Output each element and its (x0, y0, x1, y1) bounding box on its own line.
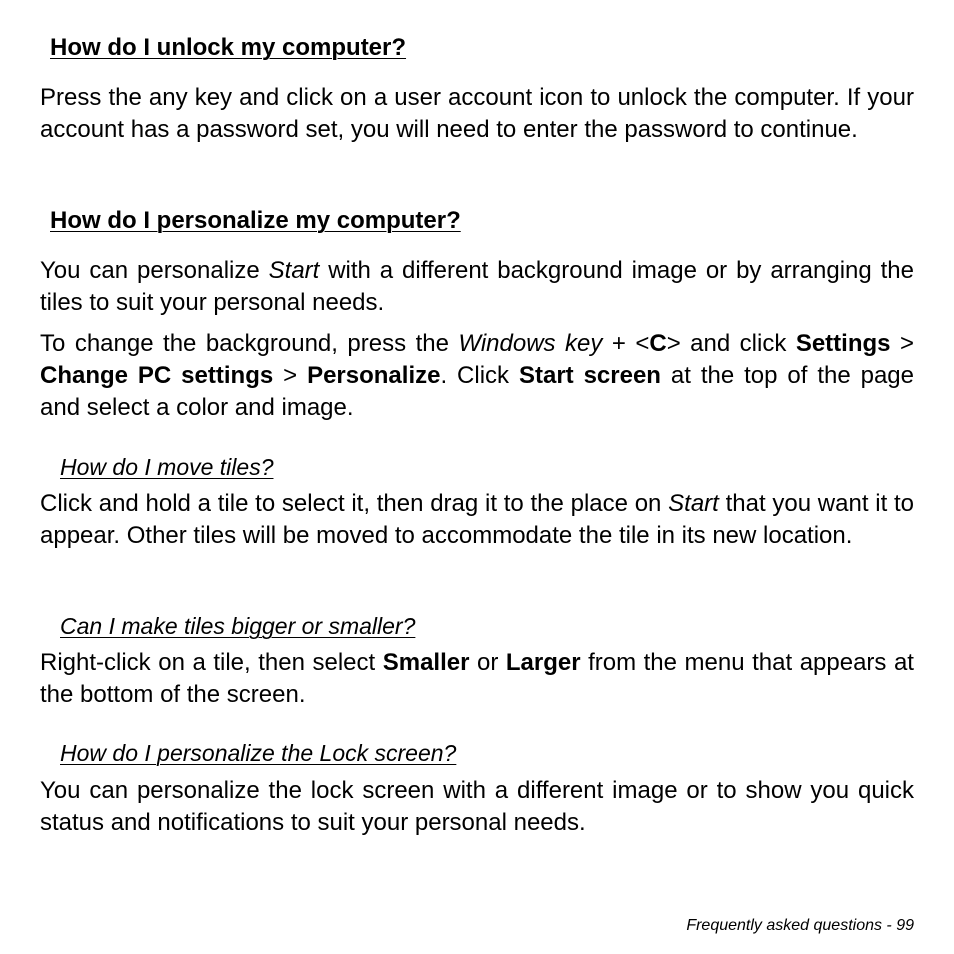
paragraph-lock-screen: You can personalize the lock screen with a different image or to show you quick status and notifications to suit your personal needs. (40, 777, 914, 836)
paragraph-move-tiles: Click and hold a tile to select it, then drag it to the place on Start that you want it to appear. Other tiles will be moved to accommodate the tile in its new location. (40, 490, 914, 549)
paragraph-tile-size: Right-click on a tile, then select Smaller or Larger from the menu that appears at the bottom of the screen. (40, 649, 914, 708)
heading-unlock: How do I unlock my computer? (50, 34, 407, 61)
subheading-tile-size: Can I make tiles bigger or smaller? (60, 613, 416, 639)
subheading-lock-screen: How do I personalize the Lock screen? (60, 740, 457, 766)
page-footer: Frequently asked questions - 99 (686, 917, 914, 934)
paragraph-personalize-2: To change the background, press the Windows key + <C> and click Settings > Change PC settings > Personalize. Click Start screen at the top of the page and select a color and image. (40, 330, 914, 421)
heading-personalize: How do I personalize my computer? (50, 207, 461, 234)
subheading-move-tiles: How do I move tiles? (60, 454, 274, 480)
paragraph-personalize-1: You can personalize Start with a different background image or by arranging the tiles to suit your personal needs. (40, 257, 914, 316)
paragraph-unlock: Press the any key and click on a user account icon to unlock the computer. If your account has a password set, you will need to enter the password to continue. (40, 84, 914, 143)
